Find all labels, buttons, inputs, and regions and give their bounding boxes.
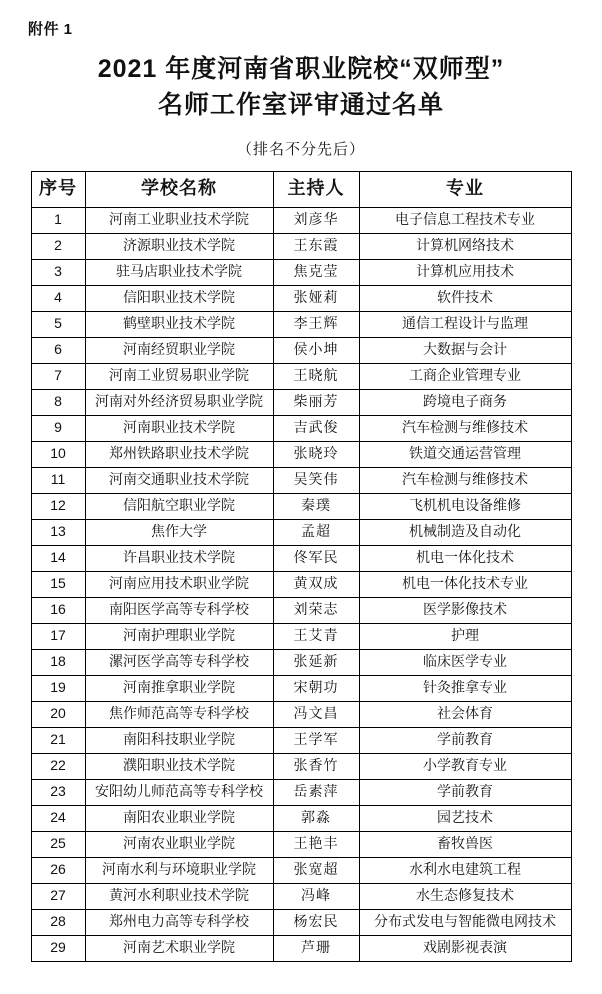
table-row <box>31 883 571 909</box>
table-row <box>31 753 571 779</box>
cell-index: 2 <box>31 233 85 259</box>
cell-host: 刘彦华 <box>273 207 359 233</box>
cell-host: 张宽超 <box>273 857 359 883</box>
cell-index: 20 <box>31 701 85 727</box>
cell-major: 机械制造及自动化 <box>359 519 571 545</box>
cell-school: 鹤壁职业技术学院 <box>85 311 273 337</box>
table-row <box>31 649 571 675</box>
table-row <box>31 727 571 753</box>
cell-host: 张娅莉 <box>273 285 359 311</box>
table-row <box>31 493 571 519</box>
cell-school: 河南工业职业技术学院 <box>85 207 273 233</box>
cell-host: 黄双成 <box>273 571 359 597</box>
table-row <box>31 675 571 701</box>
cell-host: 张延新 <box>273 649 359 675</box>
cell-school: 河南农业职业学院 <box>85 831 273 857</box>
cell-index: 3 <box>31 259 85 285</box>
cell-host: 王晓航 <box>273 363 359 389</box>
cell-major: 分布式发电与智能微电网技术 <box>359 909 571 935</box>
cell-school: 郑州铁路职业技术学院 <box>85 441 273 467</box>
cell-host: 李王辉 <box>273 311 359 337</box>
cell-major: 社会体育 <box>359 701 571 727</box>
table-row <box>31 805 571 831</box>
table-row <box>31 571 571 597</box>
page-title-line-2: 名师工作室评审通过名单 <box>157 91 444 120</box>
cell-index: 24 <box>31 805 85 831</box>
cell-major: 汽车检测与维修技术 <box>359 467 571 493</box>
cell-major: 学前教育 <box>359 779 571 805</box>
cell-host: 柴丽芳 <box>273 389 359 415</box>
cell-major: 计算机应用技术 <box>359 259 571 285</box>
table-body <box>31 207 571 961</box>
cell-host: 侯小坤 <box>273 337 359 363</box>
cell-index: 29 <box>31 935 85 961</box>
cell-index: 22 <box>31 753 85 779</box>
attachment-label: 附件 1 <box>28 21 73 38</box>
cell-host: 宋朝功 <box>273 675 359 701</box>
cell-index: 6 <box>31 337 85 363</box>
cell-school: 河南推拿职业学院 <box>85 675 273 701</box>
cell-major: 跨境电子商务 <box>359 389 571 415</box>
cell-major: 园艺技术 <box>359 805 571 831</box>
cell-host: 焦克莹 <box>273 259 359 285</box>
cell-school: 驻马店职业技术学院 <box>85 259 273 285</box>
cell-major: 大数据与会计 <box>359 337 571 363</box>
column-header-host: 主持人 <box>273 171 359 207</box>
table-row <box>31 467 571 493</box>
cell-index: 14 <box>31 545 85 571</box>
table-row <box>31 857 571 883</box>
cell-school: 河南交通职业技术学院 <box>85 467 273 493</box>
cell-major: 计算机网络技术 <box>359 233 571 259</box>
column-header-major: 专业 <box>359 171 571 207</box>
cell-index: 27 <box>31 883 85 909</box>
cell-index: 1 <box>31 207 85 233</box>
table-row <box>31 441 571 467</box>
cell-school: 河南水利与环境职业学院 <box>85 857 273 883</box>
cell-major: 水利水电建筑工程 <box>359 857 571 883</box>
cell-index: 12 <box>31 493 85 519</box>
cell-major: 水生态修复技术 <box>359 883 571 909</box>
cell-host: 杨宏民 <box>273 909 359 935</box>
cell-host: 王艾青 <box>273 623 359 649</box>
table-row <box>31 779 571 805</box>
cell-host: 吴笑伟 <box>273 467 359 493</box>
cell-school: 信阳职业技术学院 <box>85 285 273 311</box>
cell-school: 漯河医学高等专科学校 <box>85 649 273 675</box>
cell-school: 南阳医学高等专科学校 <box>85 597 273 623</box>
cell-index: 19 <box>31 675 85 701</box>
cell-index: 11 <box>31 467 85 493</box>
cell-index: 18 <box>31 649 85 675</box>
page-title-line-1: 2021 年度河南省职业院校“双师型” <box>97 55 505 83</box>
cell-school: 濮阳职业技术学院 <box>85 753 273 779</box>
cell-index: 8 <box>31 389 85 415</box>
table-row <box>31 207 571 233</box>
cell-school: 河南工业贸易职业学院 <box>85 363 273 389</box>
cell-host: 秦璞 <box>273 493 359 519</box>
table-row <box>31 935 571 961</box>
table-row <box>31 831 571 857</box>
cell-index: 15 <box>31 571 85 597</box>
cell-school: 南阳科技职业学院 <box>85 727 273 753</box>
page-subtitle: （排名不分先后） <box>236 140 365 158</box>
table-row <box>31 285 571 311</box>
cell-school: 黄河水利职业技术学院 <box>85 883 273 909</box>
cell-major: 工商企业管理专业 <box>359 363 571 389</box>
table-row <box>31 233 571 259</box>
table-row <box>31 519 571 545</box>
cell-school: 河南对外经济贸易职业学院 <box>85 389 273 415</box>
table-row <box>31 701 571 727</box>
column-header-index: 序号 <box>31 171 85 207</box>
cell-host: 冯文昌 <box>273 701 359 727</box>
cell-host: 张香竹 <box>273 753 359 779</box>
cell-major: 电子信息工程技术专业 <box>359 207 571 233</box>
cell-school: 河南护理职业学院 <box>85 623 273 649</box>
cell-index: 16 <box>31 597 85 623</box>
cell-host: 郭淼 <box>273 805 359 831</box>
table-row <box>31 259 571 285</box>
cell-school: 河南经贸职业学院 <box>85 337 273 363</box>
cell-school: 河南艺术职业学院 <box>85 935 273 961</box>
cell-host: 刘荣志 <box>273 597 359 623</box>
cell-index: 7 <box>31 363 85 389</box>
cell-school: 安阳幼儿师范高等专科学校 <box>85 779 273 805</box>
table-row <box>31 389 571 415</box>
cell-index: 9 <box>31 415 85 441</box>
cell-host: 佟军民 <box>273 545 359 571</box>
cell-major: 机电一体化技术 <box>359 545 571 571</box>
cell-index: 4 <box>31 285 85 311</box>
cell-school: 焦作大学 <box>85 519 273 545</box>
cell-index: 28 <box>31 909 85 935</box>
cell-index: 17 <box>31 623 85 649</box>
cell-major: 学前教育 <box>359 727 571 753</box>
cell-index: 26 <box>31 857 85 883</box>
table-row <box>31 311 571 337</box>
cell-major: 戏剧影视表演 <box>359 935 571 961</box>
cell-host: 孟超 <box>273 519 359 545</box>
cell-school: 河南应用技术职业学院 <box>85 571 273 597</box>
cell-school: 信阳航空职业学院 <box>85 493 273 519</box>
cell-major: 针灸推拿专业 <box>359 675 571 701</box>
cell-index: 21 <box>31 727 85 753</box>
cell-host: 王艳丰 <box>273 831 359 857</box>
cell-host: 王东霞 <box>273 233 359 259</box>
cell-major: 机电一体化技术专业 <box>359 571 571 597</box>
table-row <box>31 623 571 649</box>
cell-major: 护理 <box>359 623 571 649</box>
cell-index: 10 <box>31 441 85 467</box>
cell-host: 芦珊 <box>273 935 359 961</box>
table-row <box>31 909 571 935</box>
cell-major: 小学教育专业 <box>359 753 571 779</box>
column-header-school: 学校名称 <box>85 171 273 207</box>
table-row <box>31 415 571 441</box>
cell-school: 郑州电力高等专科学校 <box>85 909 273 935</box>
table-row <box>31 545 571 571</box>
cell-major: 铁道交通运营管理 <box>359 441 571 467</box>
cell-major: 医学影像技术 <box>359 597 571 623</box>
cell-index: 25 <box>31 831 85 857</box>
cell-school: 许昌职业技术学院 <box>85 545 273 571</box>
cell-host: 王学军 <box>273 727 359 753</box>
cell-major: 飞机机电设备维修 <box>359 493 571 519</box>
cell-host: 张晓玲 <box>273 441 359 467</box>
page-title <box>26 51 576 124</box>
cell-index: 5 <box>31 311 85 337</box>
cell-index: 13 <box>31 519 85 545</box>
table-row <box>31 597 571 623</box>
cell-school: 济源职业技术学院 <box>85 233 273 259</box>
cell-school: 河南职业技术学院 <box>85 415 273 441</box>
cell-major: 软件技术 <box>359 285 571 311</box>
cell-host: 冯峰 <box>273 883 359 909</box>
cell-major: 畜牧兽医 <box>359 831 571 857</box>
table-row <box>31 363 571 389</box>
cell-major: 汽车检测与维修技术 <box>359 415 571 441</box>
table-row <box>31 337 571 363</box>
cell-major: 通信工程设计与监理 <box>359 311 571 337</box>
cell-major: 临床医学专业 <box>359 649 571 675</box>
cell-school: 焦作师范高等专科学校 <box>85 701 273 727</box>
cell-index: 23 <box>31 779 85 805</box>
table-header-row <box>31 171 571 207</box>
cell-host: 吉武俊 <box>273 415 359 441</box>
cell-host: 岳素萍 <box>273 779 359 805</box>
cell-school: 南阳农业职业学院 <box>85 805 273 831</box>
approved-list-table <box>31 171 572 962</box>
